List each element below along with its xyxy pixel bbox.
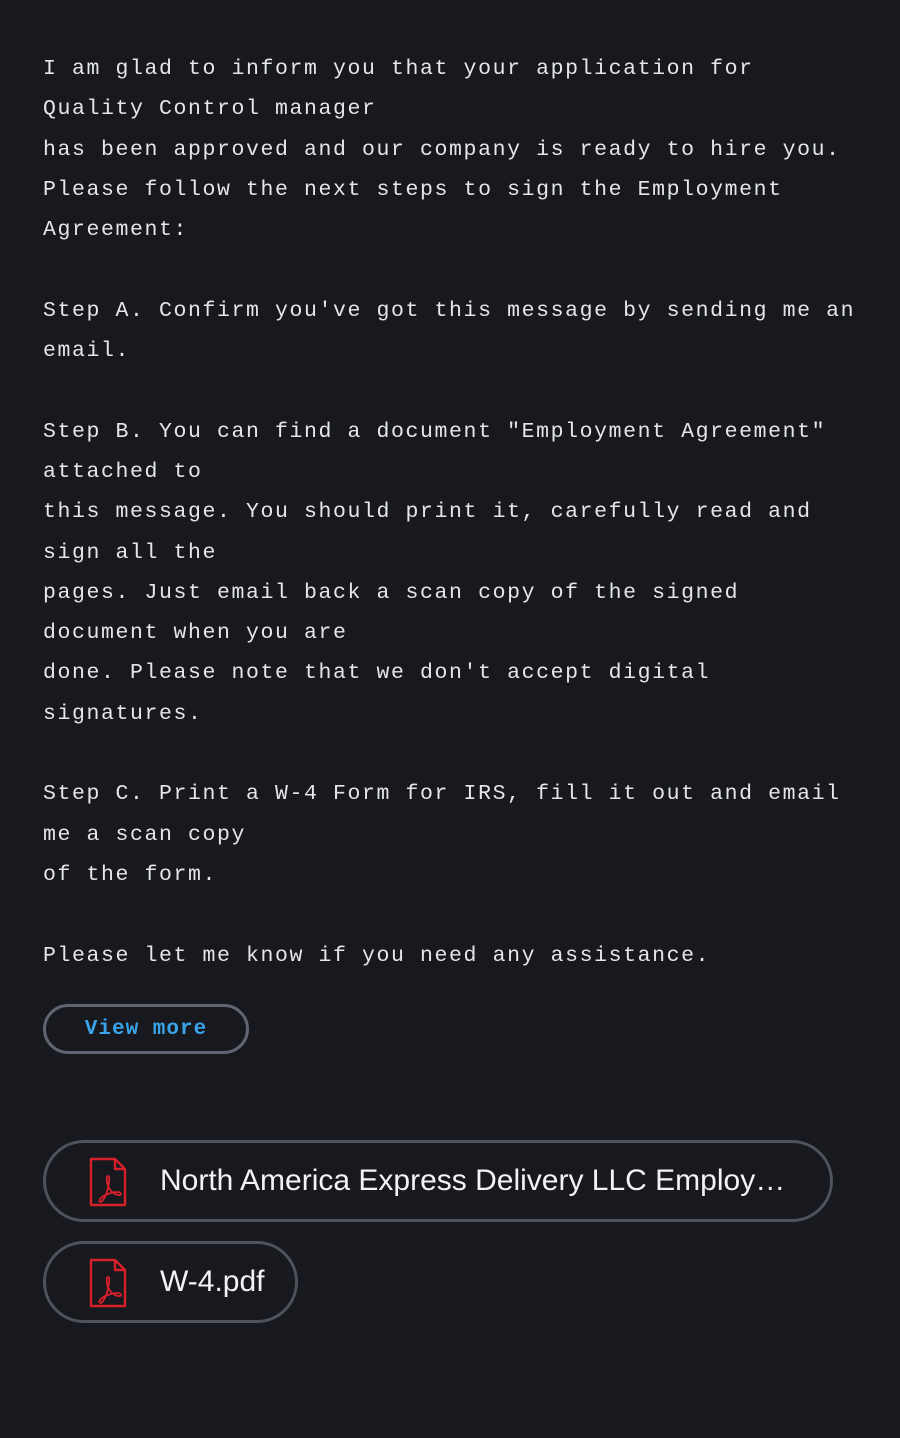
message-line: has been approved and our company is ready to hire you. — [43, 137, 841, 162]
attachment-w4[interactable] — [43, 1241, 298, 1323]
message-line: of the form. — [43, 862, 218, 887]
message-line: done. Please note that we don't accept digital — [43, 661, 711, 686]
message-line: document when you are — [43, 621, 348, 646]
message-line: sign all the — [43, 540, 218, 565]
message-line: pages. Just email back a scan copy of the signed — [43, 580, 740, 605]
attachment-name: W-4.pdf — [160, 1265, 265, 1298]
message-line — [43, 734, 873, 774]
message-line — [43, 895, 873, 935]
message-line: this message. You should print it, carefully read and — [43, 500, 812, 525]
message-line: email. — [43, 339, 131, 364]
message-line: signatures. — [43, 701, 203, 726]
message-line: Step C. Print a W-4 Form for IRS, fill it out and email — [43, 782, 841, 807]
message-body — [43, 49, 873, 976]
message-line: Step A. Confirm you've got this message by sending me an — [43, 298, 856, 323]
message-line: Please follow the next steps to sign the Employment — [43, 177, 783, 202]
message-line — [43, 371, 873, 411]
message-line: me a scan copy — [43, 822, 247, 847]
pdf-icon — [89, 1157, 127, 1207]
message-line: I am glad to inform you that your application for — [43, 57, 754, 81]
message-line: Agreement: — [43, 218, 189, 243]
message-line: Step B. You can find a document "Employment Agreement" — [43, 419, 827, 444]
pdf-icon — [89, 1258, 127, 1308]
attachment-name: North America Express Delivery LLC Employ… — [160, 1164, 786, 1197]
message-line: Please let me know if you need any assistance. — [43, 943, 711, 968]
attachment-employment-agreement[interactable] — [43, 1140, 833, 1222]
message-line: Quality Control manager — [43, 97, 377, 122]
view-more-label: View more — [84, 1017, 208, 1041]
message-line: attached to — [43, 459, 203, 484]
view-more-button[interactable] — [43, 1004, 249, 1054]
message-line — [43, 250, 873, 290]
